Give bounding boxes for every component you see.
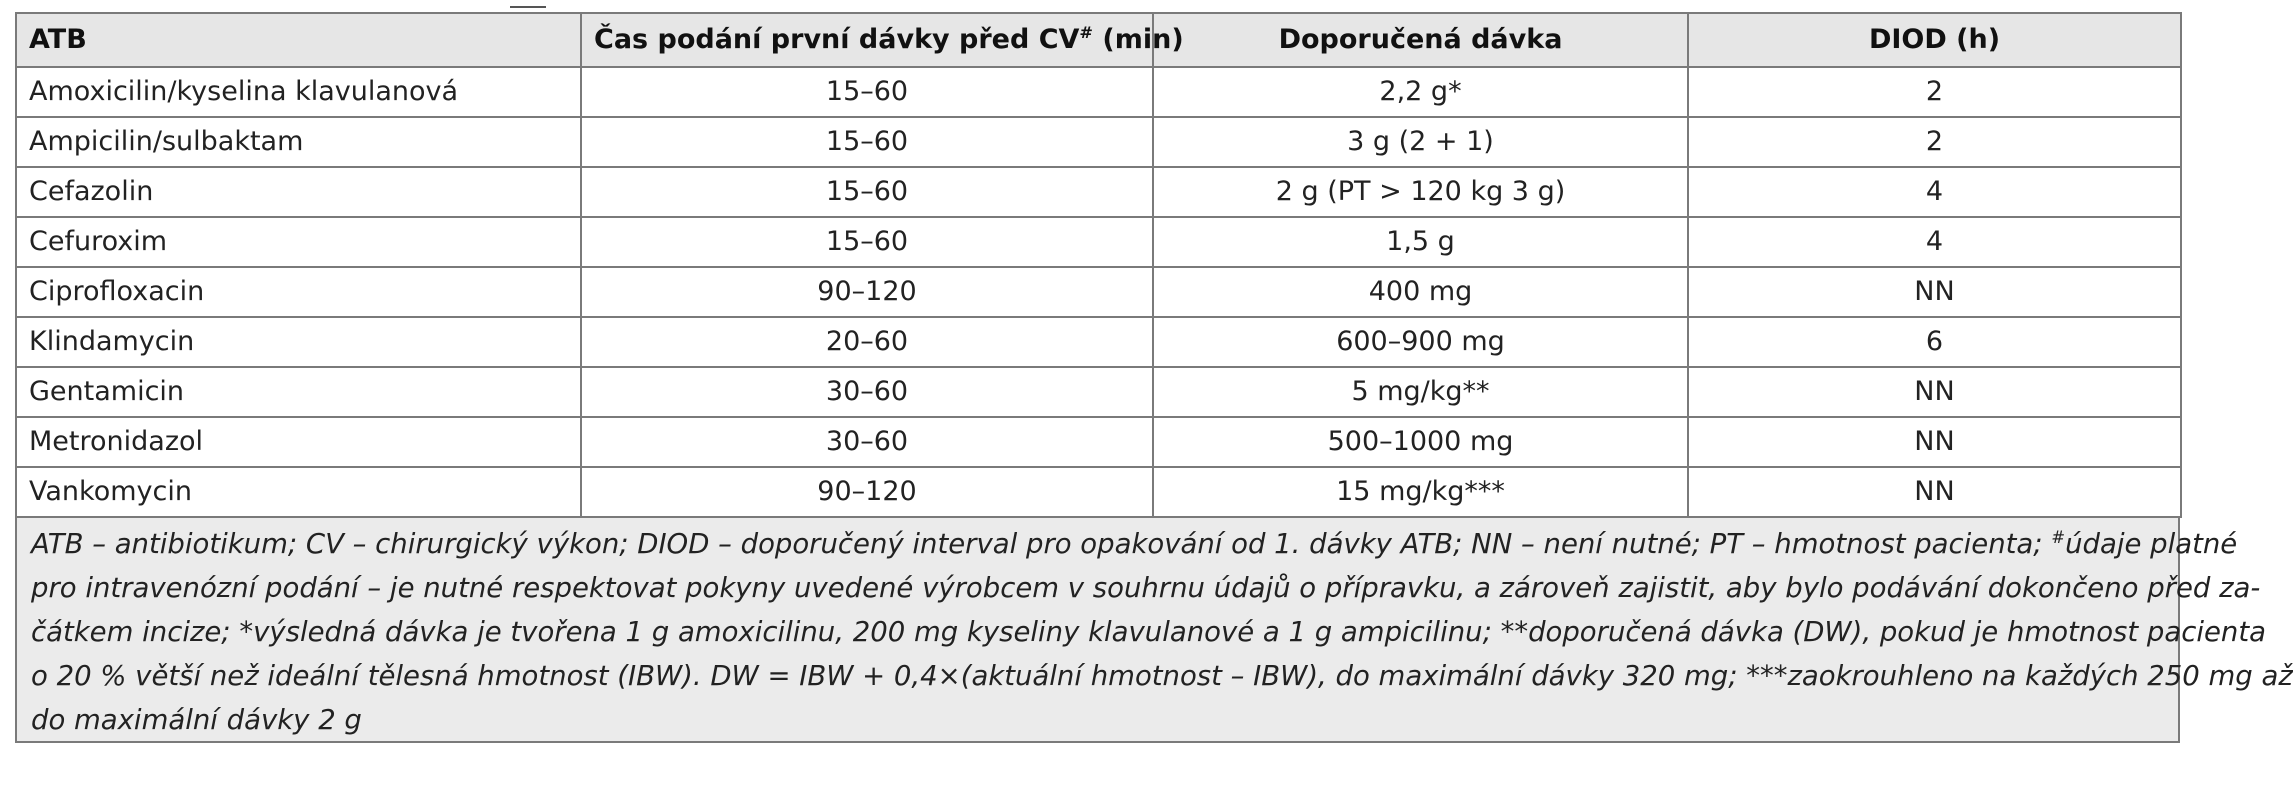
footnote-line: pro intravenózní podání – je nutné respektovat pokyny uvedené výrobcem v souhrnu údajů o přípravku, a zároveň zajistit, aby bylo podávání dokončeno před za- xyxy=(31,572,2261,604)
header-time-before-surgery: Čas podání první dávky před CV# (min) xyxy=(581,13,1153,67)
cell-antibiotic: Cefazolin xyxy=(16,167,581,217)
cell-antibiotic: Ampicilin/sulbaktam xyxy=(16,117,581,167)
cell-time: 30–60 xyxy=(581,367,1153,417)
cell-diod: 4 xyxy=(1688,217,2181,267)
header-diod: DIOD (h) xyxy=(1688,13,2181,67)
cell-time: 90–120 xyxy=(581,467,1153,517)
cell-antibiotic: Vankomycin xyxy=(16,467,581,517)
table-row xyxy=(16,217,2181,267)
cell-diod: 6 xyxy=(1688,317,2181,367)
cell-dose: 1,5 g xyxy=(1153,217,1688,267)
cell-dose: 500–1000 mg xyxy=(1153,417,1688,467)
antibiotic-dosage-table xyxy=(15,12,2182,518)
table-row xyxy=(16,417,2181,467)
cell-diod: 2 xyxy=(1688,67,2181,117)
cell-dose: 400 mg xyxy=(1153,267,1688,317)
cell-antibiotic: Gentamicin xyxy=(16,367,581,417)
cell-antibiotic: Ciprofloxacin xyxy=(16,267,581,317)
table-row xyxy=(16,267,2181,317)
footnote-line: do maximální dávky 2 g xyxy=(31,704,362,736)
cell-diod: 4 xyxy=(1688,167,2181,217)
table-row xyxy=(16,167,2181,217)
cell-time: 30–60 xyxy=(581,417,1153,467)
cell-time: 90–120 xyxy=(581,267,1153,317)
footnote-line: čátkem incize; *výsledná dávka je tvořena 1 g amoxicilinu, 200 mg kyseliny klavulanové a 1 g ampicilinu; **doporučená dávka (DW), pokud je hmotnost pacienta xyxy=(31,616,2266,648)
cell-diod: NN xyxy=(1688,367,2181,417)
footnote-line: o 20 % větší než ideální tělesná hmotnost (IBW). DW = IBW + 0,4×(aktuální hmotnost – IBW), do maximální dávky 320 mg; ***zaokrouhleno na každých 250 mg až xyxy=(31,660,2293,692)
antibiotic-table-container xyxy=(15,12,2293,743)
table-footnote xyxy=(15,518,2293,743)
cell-antibiotic: Cefuroxim xyxy=(16,217,581,267)
cell-dose: 5 mg/kg** xyxy=(1153,367,1688,417)
header-atb: ATB xyxy=(16,13,581,67)
table-row xyxy=(16,67,2181,117)
table-row xyxy=(16,117,2181,167)
cell-dose: 600–900 mg xyxy=(1153,317,1688,367)
cell-diod: NN xyxy=(1688,467,2181,517)
cell-dose: 15 mg/kg*** xyxy=(1153,467,1688,517)
cell-time: 15–60 xyxy=(581,217,1153,267)
cropped-caption-fragment xyxy=(510,0,546,8)
cell-time: 15–60 xyxy=(581,67,1153,117)
table-row xyxy=(16,317,2181,367)
cell-dose: 3 g (2 + 1) xyxy=(1153,117,1688,167)
cell-antibiotic: Klindamycin xyxy=(16,317,581,367)
cell-diod: NN xyxy=(1688,267,2181,317)
table-row xyxy=(16,467,2181,517)
cell-diod: NN xyxy=(1688,417,2181,467)
footnote-line: ATB – antibiotikum; CV – chirurgický výkon; DIOD – doporučený interval pro opakování od 1. dávky ATB; NN – není nutné; PT – hmotnost pacienta; #údaje platné xyxy=(31,527,2238,560)
cell-dose: 2,2 g* xyxy=(1153,67,1688,117)
cell-time: 15–60 xyxy=(581,117,1153,167)
cell-antibiotic: Metronidazol xyxy=(16,417,581,467)
header-recommended-dose: Doporučená dávka xyxy=(1153,13,1688,67)
table-header-row xyxy=(16,13,2181,67)
table-row xyxy=(16,367,2181,417)
cell-time: 15–60 xyxy=(581,167,1153,217)
cell-diod: 2 xyxy=(1688,117,2181,167)
cell-time: 20–60 xyxy=(581,317,1153,367)
cell-dose: 2 g (PT > 120 kg 3 g) xyxy=(1153,167,1688,217)
cell-antibiotic: Amoxicilin/kyselina klavulanová xyxy=(16,67,581,117)
